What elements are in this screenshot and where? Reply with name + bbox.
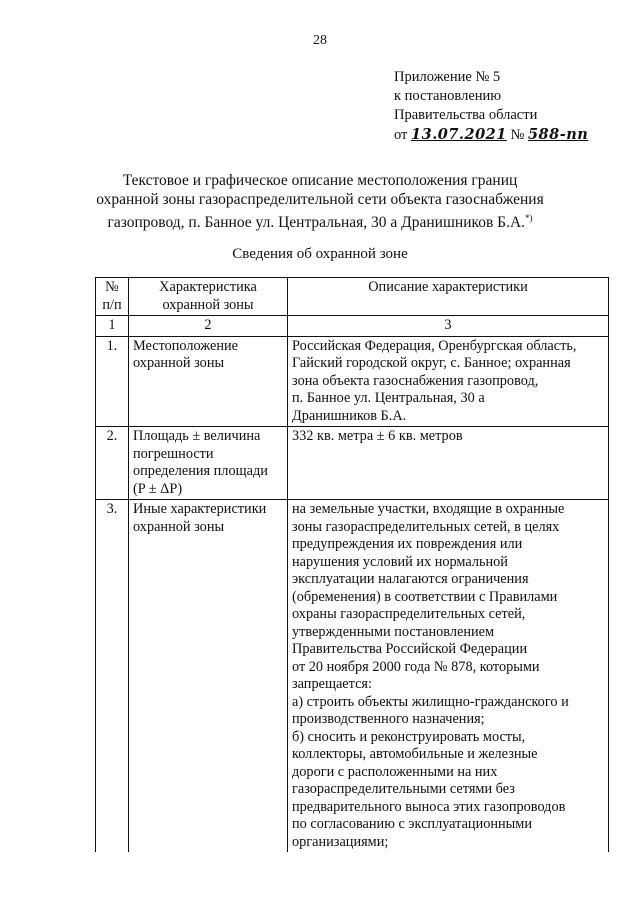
row-characteristic	[129, 336, 288, 427]
footnote-mark: *)	[525, 213, 533, 223]
header-characteristic	[129, 278, 288, 316]
title-line-3	[60, 209, 580, 232]
title-line-1: Текстовое и графическое описание местоположения границ	[122, 172, 518, 189]
text-line: по согласованию с эксплуатационными	[292, 816, 532, 832]
table-row	[96, 336, 609, 427]
table-header-row	[96, 278, 609, 316]
header-number	[96, 278, 129, 316]
table-numbering-row	[96, 316, 609, 337]
text-line: 332 кв. метра ± 6 кв. метров	[292, 428, 463, 444]
title-line-2: охранной зоны газораспределительной сети объекта газоснабжения	[96, 191, 544, 208]
appendix-line-2: к постановлению	[394, 88, 502, 104]
text-line: Иные характеристики	[133, 501, 267, 517]
appendix-date-line	[394, 125, 588, 145]
appendix-line-3: Правительства области	[394, 107, 538, 123]
section-subtitle: Сведения об охранной зоне	[232, 246, 408, 262]
text-line: а) строить объекты жилищно-гражданского и	[292, 693, 569, 710]
row-characteristic	[129, 500, 288, 853]
protection-zone-table	[95, 277, 609, 852]
appendix-block	[394, 68, 588, 145]
text-line: организациями;	[292, 833, 389, 850]
row-characteristic	[129, 427, 288, 500]
row-description	[288, 500, 609, 853]
text-line: охранной зоны	[133, 355, 225, 371]
text-line: определения площади	[133, 463, 268, 479]
table-row	[96, 500, 609, 853]
text-line: дороги с расположенными на них	[292, 763, 498, 780]
table-row	[96, 427, 609, 500]
text-line: нарушения условий их нормальной	[292, 553, 508, 570]
row-description	[288, 336, 609, 427]
text-line: на земельные участки, входящие в охранные	[292, 501, 565, 517]
text-line: охранной зоны	[133, 518, 225, 535]
text-line: охраны газораспределительных сетей,	[292, 606, 526, 622]
text-line: газораспределительными сетями без	[292, 781, 515, 797]
text-line: Гайский городской округ, с. Банное; охранная	[292, 355, 571, 371]
row-number: 3.	[96, 500, 129, 853]
text-line: Российская Федерация, Оренбургская область,	[292, 337, 577, 354]
text-line: (обременения) в соответствии с Правилами	[292, 588, 558, 605]
appendix-line-1: Приложение № 5	[394, 69, 501, 85]
text-line: коллекторы, автомобильные и железные	[292, 746, 538, 762]
text-line: Площадь ± величина	[133, 428, 261, 444]
header-number-line-2: п/п	[102, 296, 122, 313]
text-line: зона объекта газоснабжения газопровод,	[292, 372, 539, 389]
text-line: эксплуатации налагаются ограничения	[292, 571, 529, 587]
text-line: зоны газораспределительных сетей, в целях	[292, 518, 560, 535]
document-title	[60, 171, 580, 232]
text-line: запрещается:	[292, 676, 372, 692]
numbering-cell: 3	[288, 316, 609, 337]
from-prefix: от	[394, 127, 408, 143]
numbering-cell: 1	[96, 316, 129, 337]
text-line: б) сносить и реконструировать мосты,	[292, 728, 526, 745]
handwritten-number: 588-пп	[527, 126, 589, 143]
row-number: 2.	[96, 427, 129, 500]
title-line-3-text: газопровод, п. Банное ул. Центральная, 30 а Дранишников Б.А.	[107, 214, 526, 232]
text-line: утвержденными постановлением	[292, 623, 495, 640]
text-line: п. Банное ул. Центральная, 30 а	[292, 390, 485, 406]
row-number: 1.	[96, 336, 129, 427]
header-characteristic-line-1: Характеристика	[159, 279, 257, 295]
text-line: Правительства Российской Федерации	[292, 641, 528, 657]
header-characteristic-line-2: охранной зоны	[162, 296, 254, 313]
numbering-cell: 2	[129, 316, 288, 337]
text-line: предварительного выноса этих газопроводов	[292, 798, 566, 815]
text-line: предупреждения их повреждения или	[292, 536, 523, 552]
text-line: от 20 ноября 2000 года № 878, которыми	[292, 658, 540, 675]
page-number: 28	[313, 33, 327, 48]
handwritten-date: 13.07.2021	[411, 126, 507, 143]
number-prefix: №	[510, 127, 525, 143]
text-line: производственного назначения;	[292, 711, 485, 727]
row-description	[288, 427, 609, 500]
text-line: Дранишников Б.А.	[292, 407, 407, 424]
header-number-line-1: №	[105, 279, 119, 295]
header-description: Описание характеристики	[288, 278, 609, 316]
text-line: Местоположение	[133, 337, 238, 354]
text-line: погрешности	[133, 445, 214, 462]
text-line: (P ± ΔP)	[133, 480, 183, 497]
